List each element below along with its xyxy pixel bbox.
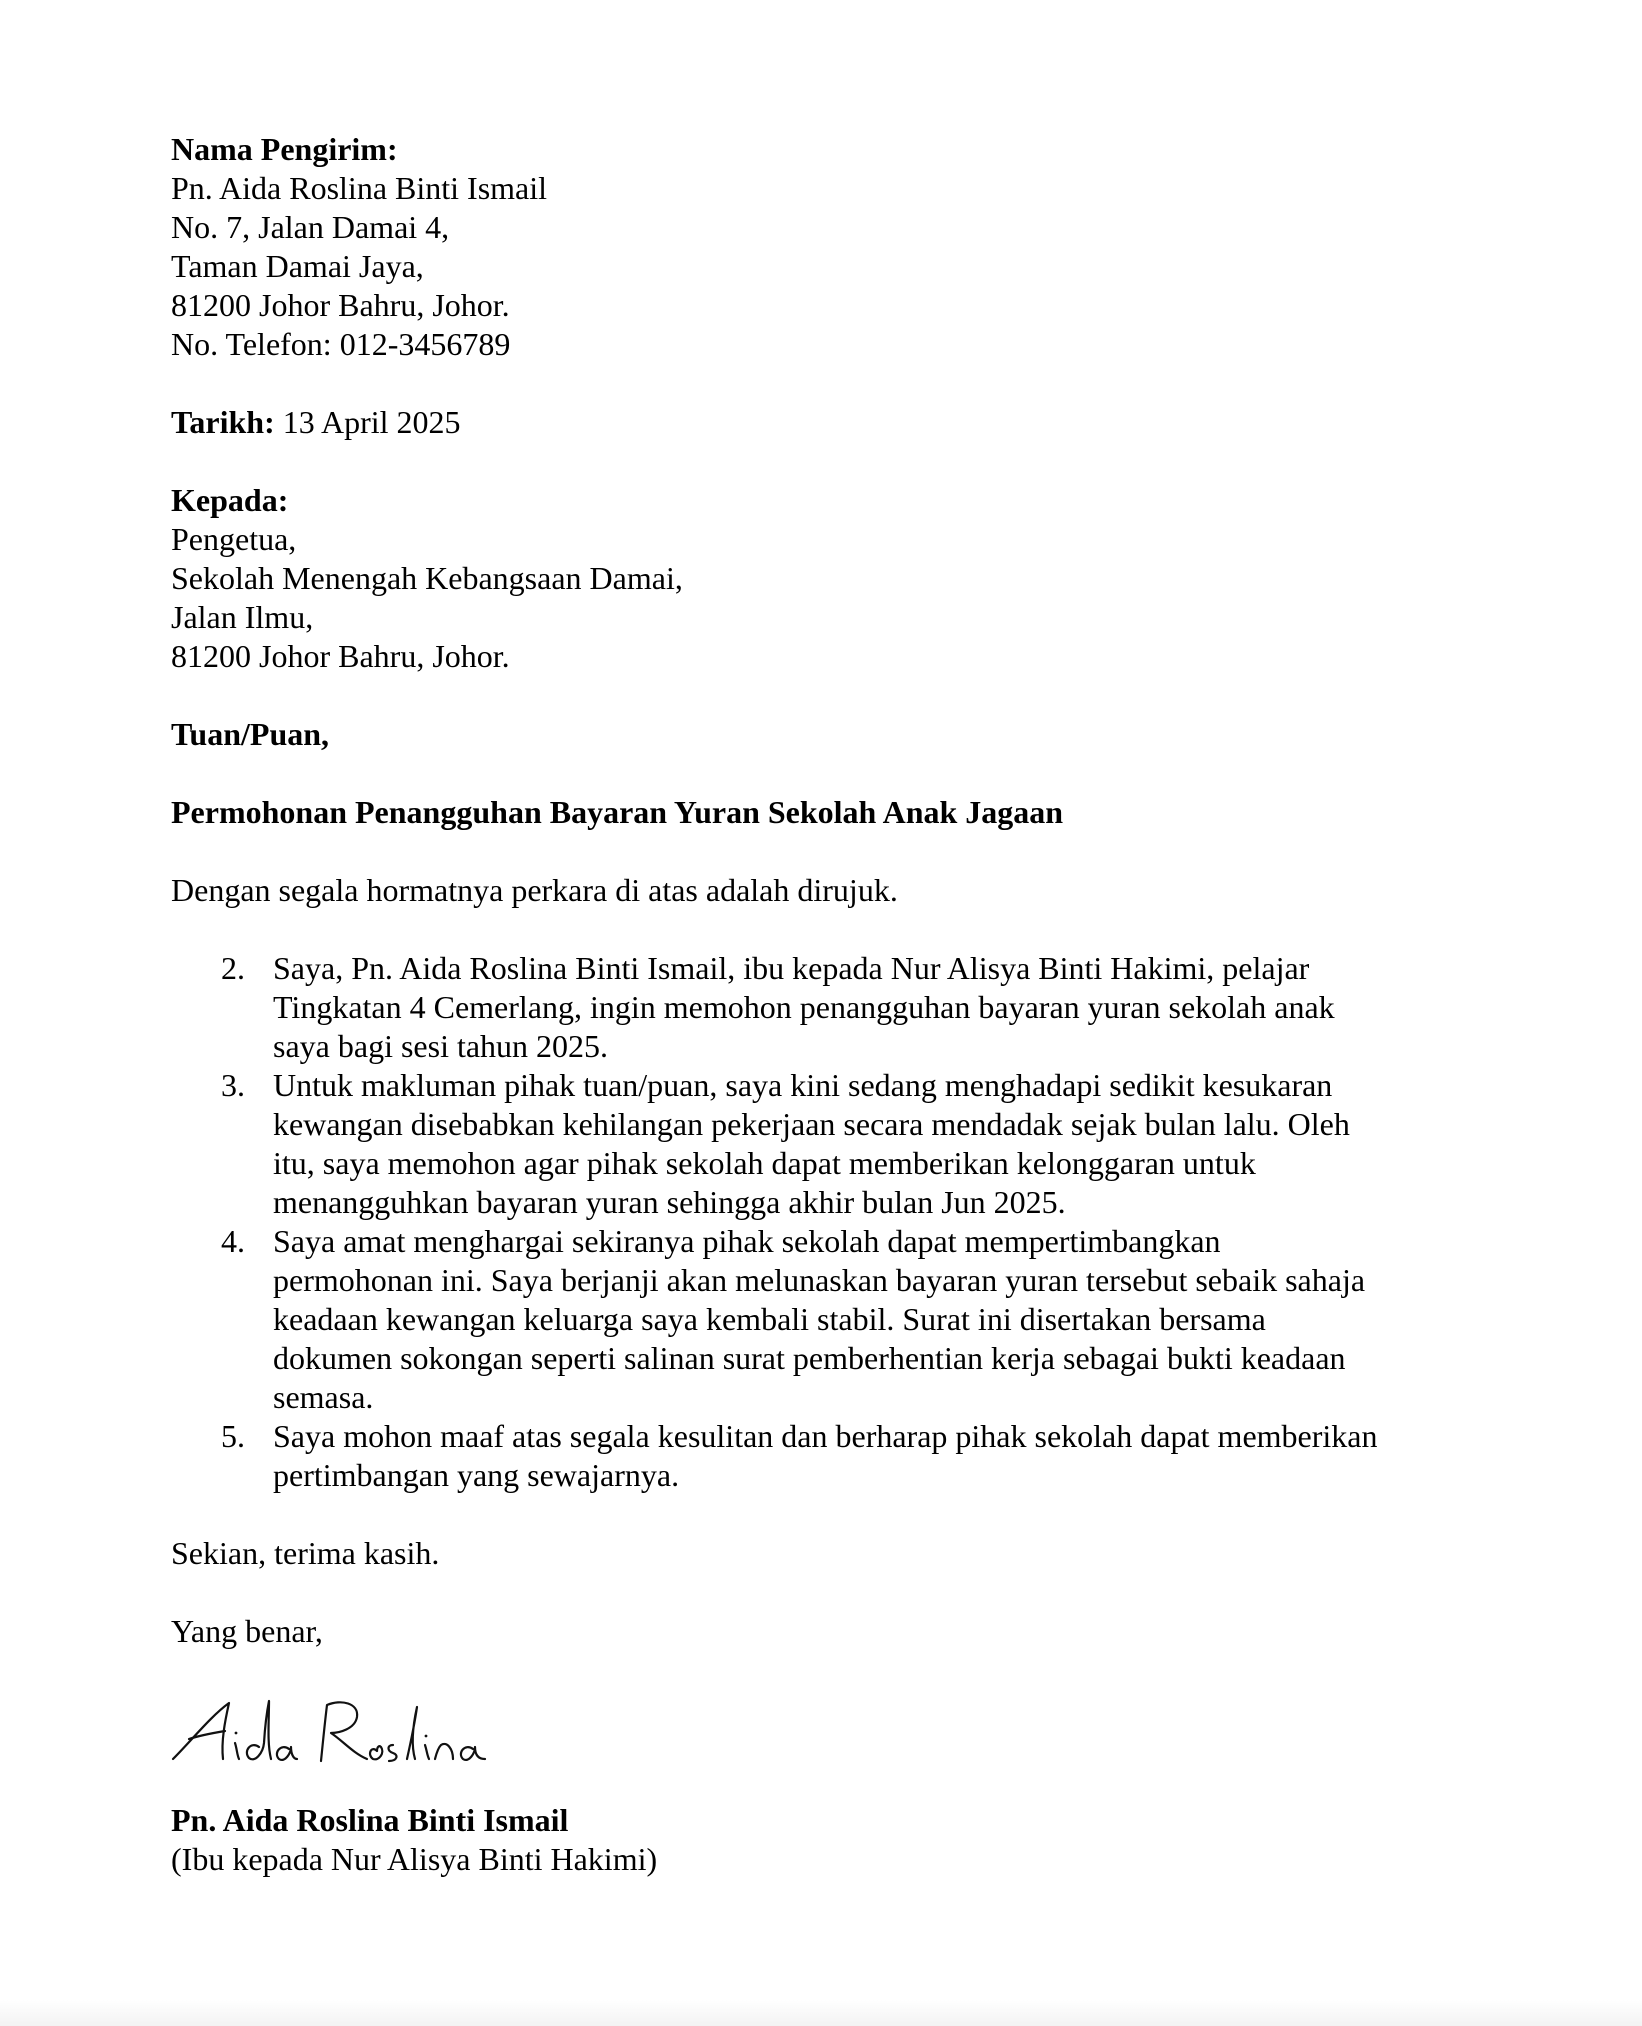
sender-block bbox=[171, 130, 1471, 364]
point-number: 4. bbox=[221, 1223, 245, 1259]
list-item bbox=[171, 949, 1443, 1066]
recipient-address-line: 81200 Johor Bahru, Johor. bbox=[171, 638, 510, 674]
list-item bbox=[171, 1066, 1443, 1222]
date-value: 13 April 2025 bbox=[274, 404, 461, 440]
signature-drawing bbox=[171, 1681, 491, 1791]
recipient-school: Sekolah Menengah Kebangsaan Damai, bbox=[171, 560, 683, 596]
signer-relation: (Ibu kepada Nur Alisya Binti Hakimi) bbox=[171, 1841, 658, 1877]
point-line: kewangan disebabkan kehilangan pekerjaan secara mendadak sejak bulan lalu. Oleh bbox=[273, 1106, 1350, 1142]
point-number: 3. bbox=[221, 1067, 245, 1103]
salutation: Tuan/Puan, bbox=[171, 716, 330, 752]
sender-address-line: No. 7, Jalan Damai 4, bbox=[171, 209, 450, 245]
list-item bbox=[171, 1222, 1443, 1417]
numbered-points-list bbox=[171, 949, 1471, 1495]
sender-label: Nama Pengirim: bbox=[171, 131, 398, 167]
point-line: pertimbangan yang sewajarnya. bbox=[273, 1457, 680, 1493]
point-number: 5. bbox=[221, 1418, 245, 1454]
point-number: 2. bbox=[221, 950, 245, 986]
date-line bbox=[171, 403, 1471, 442]
point-line: semasa. bbox=[273, 1379, 374, 1415]
opening-sentence: Dengan segala hormatnya perkara di atas adalah dirujuk. bbox=[171, 872, 898, 908]
sender-address-line: 81200 Johor Bahru, Johor. bbox=[171, 287, 510, 323]
subject-heading: Permohonan Penangguhan Bayaran Yuran Sekolah Anak Jagaan bbox=[171, 794, 1064, 830]
page-bottom-shade bbox=[0, 2000, 1642, 2026]
recipient-label: Kepada: bbox=[171, 482, 289, 518]
point-line: Untuk makluman pihak tuan/puan, saya kini sedang menghadapi sedikit kesukaran bbox=[273, 1067, 1333, 1103]
point-line: Saya, Pn. Aida Roslina Binti Ismail, ibu kepada Nur Alisya Binti Hakimi, pelajar bbox=[273, 950, 1310, 986]
recipient-title: Pengetua, bbox=[171, 521, 297, 557]
sender-address-line: Taman Damai Jaya, bbox=[171, 248, 424, 284]
handwritten-signature bbox=[171, 1681, 1471, 1791]
signer-name: Pn. Aida Roslina Binti Ismail bbox=[171, 1802, 569, 1838]
valediction: Yang benar, bbox=[171, 1613, 323, 1649]
closing-sentence: Sekian, terima kasih. bbox=[171, 1535, 440, 1571]
point-line: permohonan ini. Saya berjanji akan melunaskan bayaran yuran tersebut sebaik sahaja bbox=[273, 1262, 1366, 1298]
recipient-address-line: Jalan Ilmu, bbox=[171, 599, 314, 635]
point-line: dokumen sokongan seperti salinan surat pemberhentian kerja sebagai bukti keadaan bbox=[273, 1340, 1346, 1376]
point-line: keadaan kewangan keluarga saya kembali stabil. Surat ini disertakan bersama bbox=[273, 1301, 1266, 1337]
point-line: itu, saya memohon agar pihak sekolah dapat memberikan kelonggaran untuk bbox=[273, 1145, 1256, 1181]
point-line: Saya amat menghargai sekiranya pihak sekolah dapat mempertimbangkan bbox=[273, 1223, 1221, 1259]
point-line: menangguhkan bayaran yuran sehingga akhir bulan Jun 2025. bbox=[273, 1184, 1066, 1220]
sender-name: Pn. Aida Roslina Binti Ismail bbox=[171, 170, 548, 206]
point-line: saya bagi sesi tahun 2025. bbox=[273, 1028, 609, 1064]
recipient-block bbox=[171, 481, 1471, 676]
point-line: Saya mohon maaf atas segala kesulitan dan berharap pihak sekolah dapat memberikan bbox=[273, 1418, 1378, 1454]
letter-page bbox=[171, 130, 1471, 1879]
date-label: Tarikh: bbox=[171, 404, 275, 440]
sender-phone: No. Telefon: 012-3456789 bbox=[171, 326, 511, 362]
point-line: Tingkatan 4 Cemerlang, ingin memohon penangguhan bayaran yuran sekolah anak bbox=[273, 989, 1335, 1025]
list-item bbox=[171, 1417, 1443, 1495]
